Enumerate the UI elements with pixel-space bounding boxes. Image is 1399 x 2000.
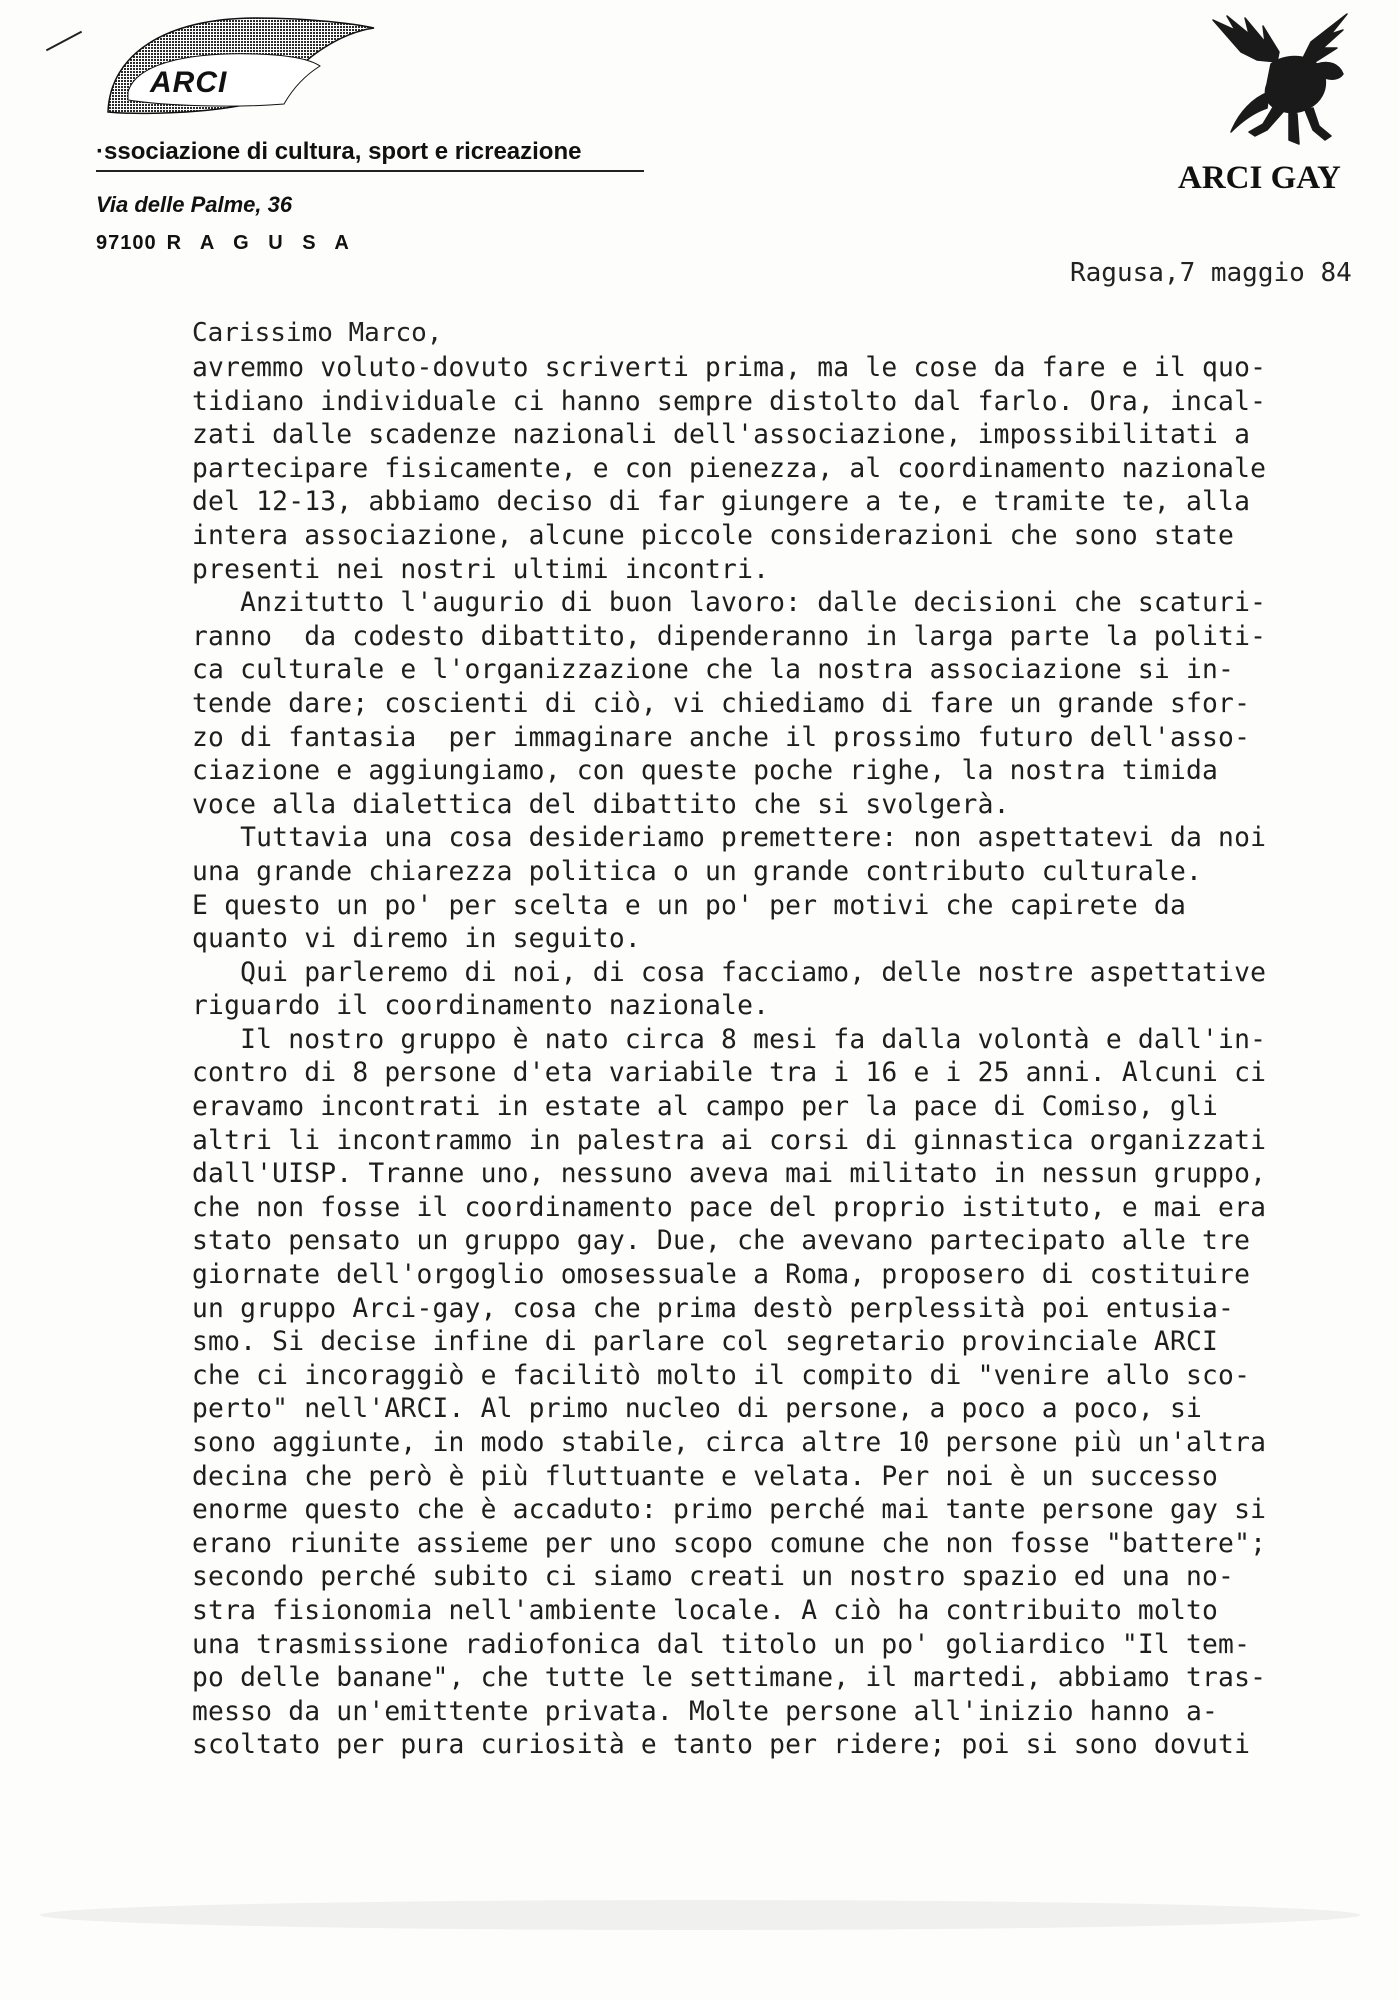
- letter-line: messo da un'emittente privata. Molte persone all'inizio hanno a-: [192, 1696, 1219, 1727]
- letter-line: zati dalle scadenze nazionali dell'associazione, impossibilitati a: [192, 420, 1251, 451]
- letter-line: tidiano individuale ci hanno sempre distolto dal farlo. Ora, incal-: [192, 386, 1267, 417]
- scan-shadow: [40, 1900, 1360, 1930]
- letter-line: giornate dell'orgoglio omosessuale a Roma, proposero di costituire: [192, 1260, 1251, 1291]
- letter-line: ca culturale e l'organizzazione che la nostra associazione si in-: [192, 655, 1235, 686]
- letter-line: un gruppo Arci-gay, cosa che prima destò perplessità poi entusia-: [192, 1293, 1235, 1324]
- letter-line: dall'UISP. Tranne uno, nessuno aveva mai militato in nessun gruppo,: [192, 1159, 1267, 1190]
- letter-line: sono aggiunte, in modo stabile, circa altre 10 persone più un'altra: [192, 1428, 1267, 1458]
- letter-line: Il nostro gruppo è nato circa 8 mesi fa dalla volontà e dall'in-: [192, 1024, 1267, 1055]
- zip-code: 97100: [96, 232, 157, 254]
- letter-line: po delle banane", che tutte le settimane, il martedi, abbiamo tras-: [192, 1663, 1267, 1694]
- letter-line: una grande chiarezza politica o un grande contributo culturale.: [192, 856, 1203, 887]
- arci-logo-text: ARCI: [150, 66, 228, 99]
- letter-line: una trasmissione radiofonica dal titolo un po' goliardico "Il tem-: [192, 1629, 1251, 1660]
- letter-line: decina che però è più fluttuante e velata. Per noi è un successo: [192, 1461, 1219, 1492]
- letter-line: che ci incoraggiò e facilitò molto il compito di "venire allo sco-: [192, 1360, 1251, 1391]
- letter-line: zo di fantasia per immaginare anche il prossimo futuro dell'asso-: [192, 722, 1251, 753]
- letter-line: erano riunite assieme per uno scopo comune che non fosse "battere";: [192, 1528, 1267, 1559]
- letter-line: avremmo voluto-dovuto scriverti prima, ma le cose da fare e il quo-: [192, 353, 1267, 383]
- letter-line: Anzitutto l'augurio di buon lavoro: dalle decisioni che scaturi-: [192, 588, 1267, 619]
- letter-line: del 12-13, abbiamo deciso di far giungere a te, e tramite te, alla: [192, 487, 1251, 518]
- arci-gay-title: ARCI GAY: [1178, 160, 1341, 196]
- salutation: Carissimo Marco,: [192, 318, 443, 348]
- letter-date: Ragusa,7 maggio 84: [1070, 258, 1352, 288]
- letter-line: eravamo incontrati in estate al campo per la pace di Comiso, gli: [192, 1092, 1219, 1123]
- letter-line: intera associazione, alcune piccole considerazioni che sono state: [192, 520, 1235, 551]
- letter-line: voce alla dialettica del dibattito che si svolgerà.: [192, 789, 1010, 820]
- arci-logo: [106, 14, 376, 118]
- association-name: ·ssociazione di cultura, sport e ricreazione: [96, 138, 582, 165]
- letter-line: partecipare fisicamente, e con pienezza, al coordinamento nazionale: [192, 453, 1267, 484]
- letter-line: che non fosse il coordinamento pace del proprio istituto, e mai era: [192, 1192, 1267, 1223]
- letter-line: Qui parleremo di noi, di cosa facciamo, delle nostre aspettative: [192, 957, 1267, 988]
- letter-line: perto" nell'ARCI. Al primo nucleo di persone, a poco a poco, si: [192, 1394, 1203, 1425]
- letter-line: stato pensato un gruppo gay. Due, che avevano partecipato alle tre: [192, 1226, 1251, 1257]
- letter-line: ranno da codesto dibattito, dipenderanno in larga parte la politi-: [192, 621, 1267, 652]
- letterhead-divider: [96, 170, 644, 172]
- letter-line: presenti nei nostri ultimi incontri.: [192, 554, 770, 585]
- letter-line: quanto vi diremo in seguito.: [192, 924, 641, 955]
- letter-line: secondo perché subito ci siamo creati un nostro spazio ed una no-: [192, 1562, 1235, 1593]
- letter-line: riguardo il coordinamento nazionale.: [192, 991, 770, 1022]
- letter-line: stra fisionomia nell'ambiente locale. A ciò ha contribuito molto: [192, 1595, 1219, 1626]
- letter-line: contro di 8 persone d'eta variabile tra i 16 e i 25 anni. Alcuni ci: [192, 1058, 1267, 1089]
- letter-line: E questo un po' per scelta e un po' per motivi che capirete da: [192, 890, 1186, 921]
- letter-line: ciazione e aggiungiamo, con queste poche righe, la nostra timida: [192, 756, 1219, 787]
- pegasus-icon: [1205, 8, 1355, 150]
- letter-line: tende dare; coscienti di ciò, vi chiediamo di fare un grande sfor-: [192, 688, 1251, 719]
- letter-line: smo. Si decise infine di parlare col segretario provinciale ARCI: [192, 1327, 1219, 1358]
- letter-line: altri li incontrammo in palestra ai corsi di ginnastica organizzati: [192, 1125, 1267, 1156]
- city-name: R A G U S A: [166, 232, 356, 254]
- street-address: Via delle Palme, 36: [96, 192, 293, 217]
- letter-line: enorme questo che è accaduto: primo perché mai tante persone gay si: [192, 1495, 1267, 1526]
- pen-mark: [46, 31, 82, 52]
- letter-body: [192, 352, 1372, 1763]
- postal-address: [96, 232, 356, 255]
- letter-line: Tuttavia una cosa desideriamo premettere: non aspettatevi da noi: [192, 823, 1267, 854]
- letter-line: scoltato per pura curiosità e tanto per ridere; poi si sono dovuti: [192, 1730, 1251, 1761]
